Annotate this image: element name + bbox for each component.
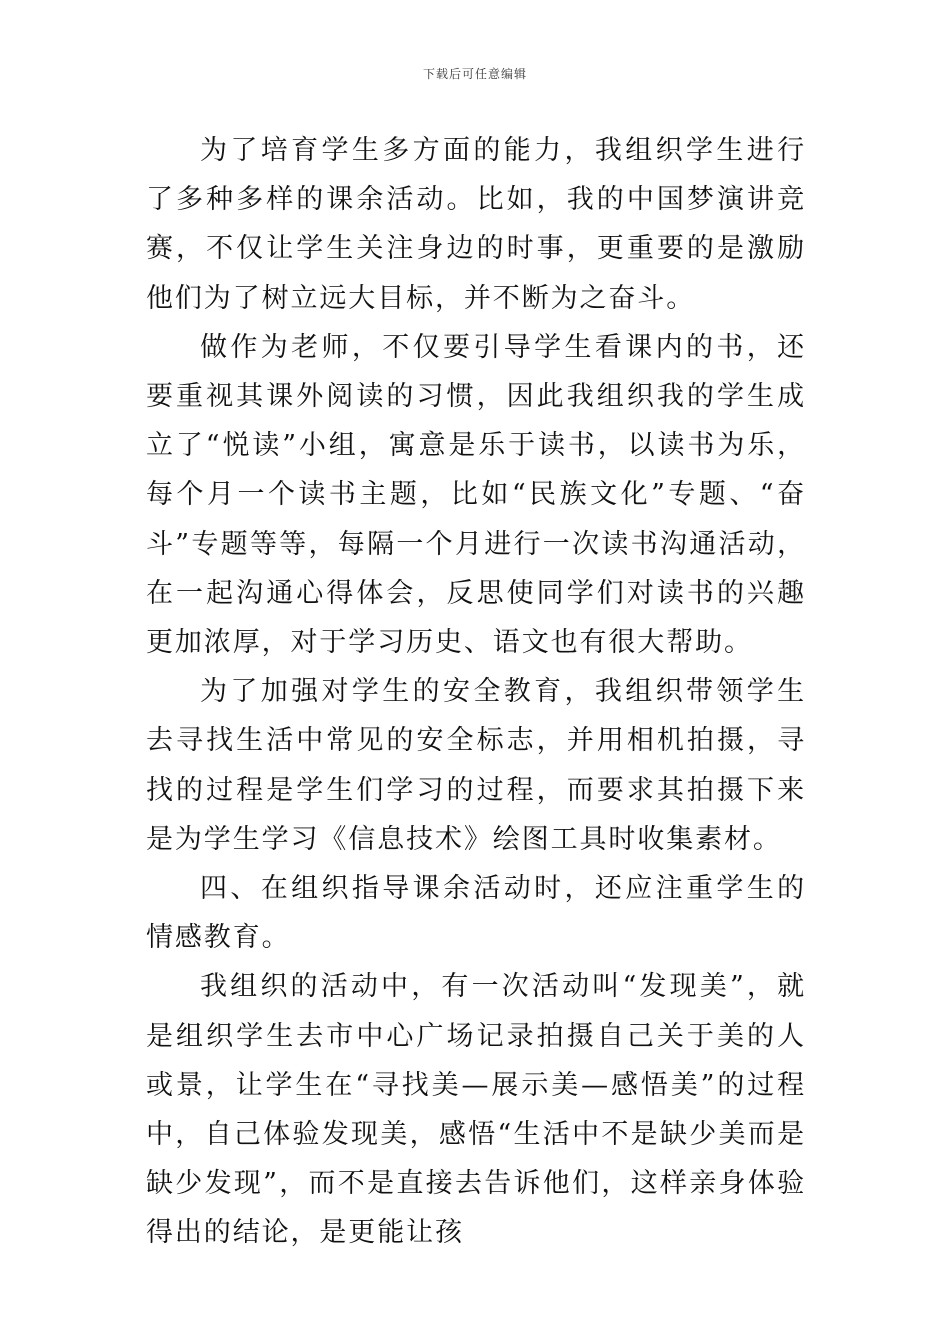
paragraph-reading-group: 做作为老师，不仅要引导学生看课内的书，还要重视其课外阅读的习惯，因此我组织我的学生成立了“悦读”小组，寓意是乐于读书，以读书为乐，每个月一个读书主题，比如“民族文化”专题、“奋斗”专题等等，每隔一个月进行一次读书沟通活动，在一起沟通心得体会，反思使同学们对读书的兴趣更加浓厚，对于学习历史、语文也有很大帮助。	[146, 331, 806, 659]
page-header: 下载后可任意编辑	[422, 67, 527, 81]
document-body	[146, 126, 806, 1258]
paragraph-extracurricular-activities: 为了培育学生多方面的能力，我组织学生进行了多种多样的课余活动。比如，我的中国梦演讲竞赛，不仅让学生关注身边的时事，更重要的是激励他们为了树立远大目标，并不断为之奋斗。	[146, 135, 806, 314]
paragraph-safety-education: 为了加强对学生的安全教育，我组织带领学生去寻找生活中常见的安全标志，并用相机拍摄，寻找的过程是学生们学习的过程，而要求其拍摄下来是为学生学习《信息技术》绘图工具时收集素材。	[146, 676, 806, 855]
paragraph-discover-beauty: 我组织的活动中，有一次活动叫“发现美”，就是组织学生去市中心广场记录拍摄自己关于美的人或景，让学生在“寻找美—展示美—感悟美”的过程中，自己体验发现美，感悟“生活中不是缺少美而是缺少发现”，而不是直接去告诉他们，这样亲身体验得出的结论，是更能让孩	[146, 971, 806, 1249]
paragraph-section-four-heading: 四、在组织指导课余活动时，还应注重学生的情感教育。	[146, 873, 806, 954]
